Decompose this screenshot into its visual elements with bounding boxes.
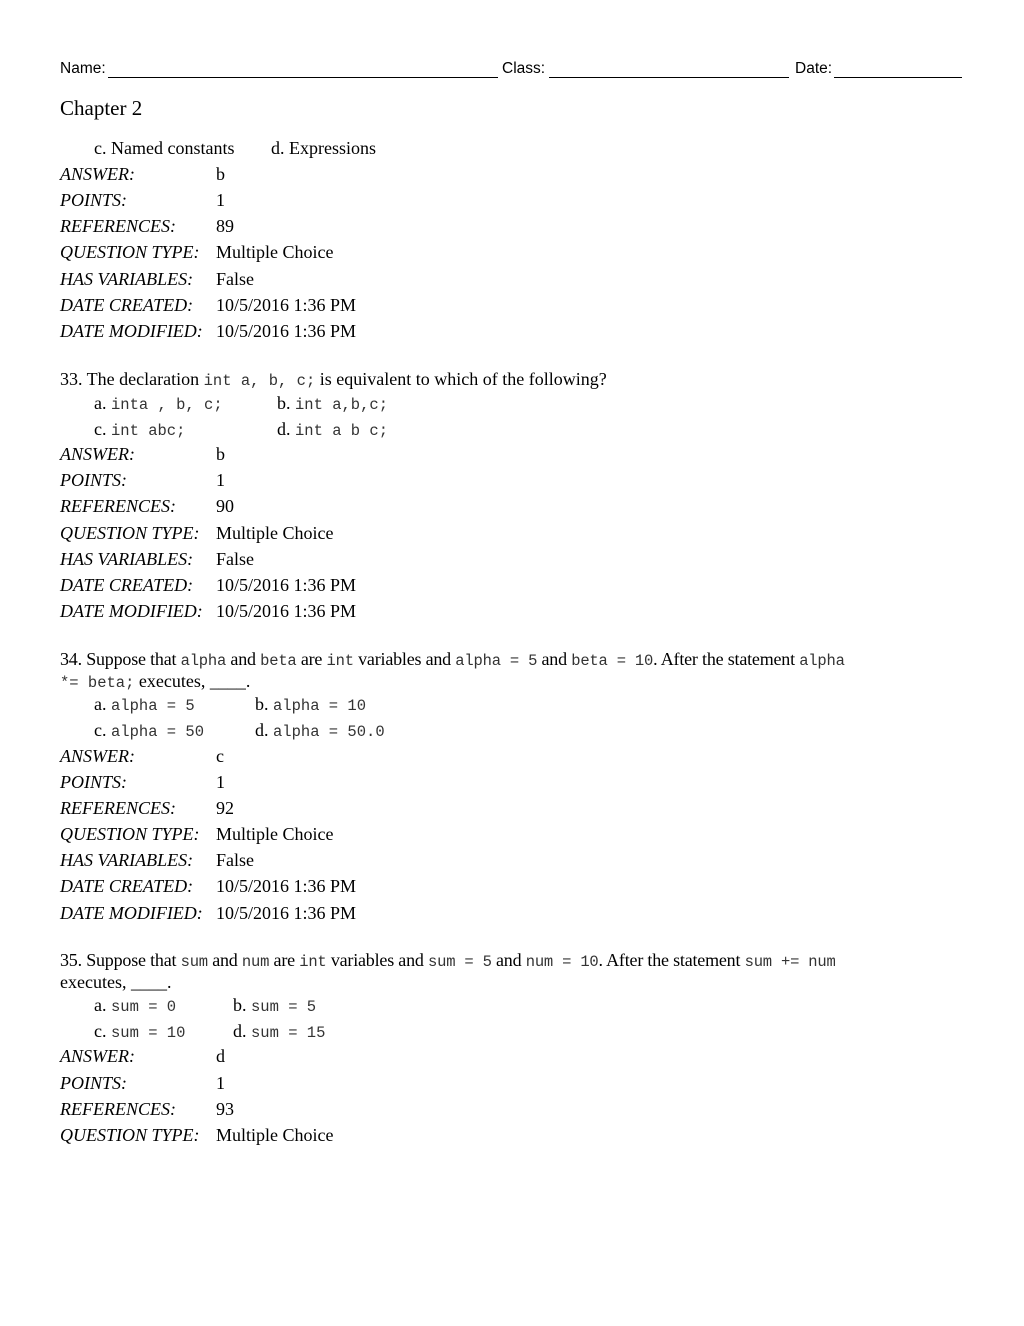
references-label: REFERENCES:: [60, 1099, 176, 1119]
question-type-value: Multiple Choice: [216, 1125, 334, 1145]
name-label: Name:: [60, 60, 106, 77]
date-modified-label: DATE MODIFIED:: [60, 321, 203, 341]
date-created-value: 10/5/2016 1:36 PM: [216, 295, 357, 315]
question-33-text: [60, 369, 607, 390]
date-modified-label: DATE MODIFIED:: [60, 601, 203, 621]
q33-option-a: a. inta , b, c;: [94, 393, 223, 414]
q33-option-c: c. int abc;: [94, 419, 186, 440]
answer-value: b: [216, 164, 225, 184]
q35-option-d: d. sum = 15: [233, 1021, 326, 1042]
class-label: Class:: [502, 60, 546, 77]
date-label: Date:: [795, 60, 833, 77]
question-type-value: Multiple Choice: [216, 824, 334, 844]
has-variables-label: HAS VARIABLES:: [60, 269, 194, 289]
q34-option-a: a. alpha = 5: [94, 694, 195, 715]
q35-option-c: c. sum = 10: [94, 1021, 186, 1042]
question-35-text: 35. Suppose that sum and num are int variables and sum = 5 and num = 10. After the statement sum += num: [60, 950, 836, 971]
date-created-label: DATE CREATED:: [60, 295, 194, 315]
chapter-title: Chapter 2: [60, 96, 143, 120]
points-label: POINTS:: [60, 1073, 127, 1093]
points-label: POINTS:: [60, 470, 127, 490]
date-created-value: 10/5/2016 1:36 PM: [216, 575, 357, 595]
answer-value: b: [216, 444, 225, 464]
date-modified-value: 10/5/2016 1:36 PM: [216, 601, 357, 621]
question-35-text-cont: executes, ____.: [60, 972, 172, 992]
date-modified-value: 10/5/2016 1:36 PM: [216, 321, 357, 341]
answer-value: c: [216, 746, 224, 766]
references-label: REFERENCES:: [60, 216, 176, 236]
points-value: 1: [216, 470, 225, 490]
date-modified-label: DATE MODIFIED:: [60, 903, 203, 923]
question-type-value: Multiple Choice: [216, 242, 334, 262]
header: [60, 58, 964, 82]
answer-value: d: [216, 1046, 225, 1066]
references-label: REFERENCES:: [60, 496, 176, 516]
points-value: 1: [216, 1073, 225, 1093]
question-type-label: QUESTION TYPE:: [60, 242, 200, 262]
has-variables-value: False: [216, 269, 254, 289]
references-value: 90: [216, 496, 234, 516]
question-33-intro: 33. The declaration: [60, 369, 204, 389]
has-variables-label: HAS VARIABLES:: [60, 549, 194, 569]
points-label: POINTS:: [60, 190, 127, 210]
q33-option-d: d. int a b c;: [277, 419, 389, 440]
question-33-code: int a, b, c;: [203, 372, 316, 390]
q35-option-b: b. sum = 5: [233, 995, 317, 1016]
date-created-label: DATE CREATED:: [60, 876, 194, 896]
points-value: 1: [216, 190, 225, 210]
has-variables-value: False: [216, 850, 254, 870]
references-value: 89: [216, 216, 234, 236]
option-c: c. Named constants: [94, 138, 235, 158]
option-d: d. Expressions: [271, 138, 376, 158]
question-34-text: 34. Suppose that alpha and beta are int variables and alpha = 5 and beta = 10. After the statement alpha: [60, 649, 845, 670]
question-type-value: Multiple Choice: [216, 523, 334, 543]
question-34-text-cont: *= beta; executes, ____.: [60, 671, 251, 692]
question-type-label: QUESTION TYPE:: [60, 824, 200, 844]
name-line: [108, 77, 498, 78]
has-variables-value: False: [216, 549, 254, 569]
answer-label: ANSWER:: [60, 746, 135, 766]
answer-label: ANSWER:: [60, 1046, 135, 1066]
q33-option-b: b. int a,b,c;: [277, 393, 389, 414]
points-label: POINTS:: [60, 772, 127, 792]
date-modified-value: 10/5/2016 1:36 PM: [216, 903, 357, 923]
q34-option-b: b. alpha = 10: [255, 694, 367, 715]
date-line: [834, 77, 962, 78]
question-type-label: QUESTION TYPE:: [60, 523, 200, 543]
answer-label: ANSWER:: [60, 164, 135, 184]
references-value: 92: [216, 798, 234, 818]
q34-option-d: d. alpha = 50.0: [255, 720, 385, 741]
class-line: [549, 77, 789, 78]
references-label: REFERENCES:: [60, 798, 176, 818]
question-33-rest: is equivalent to which of the following?: [315, 369, 607, 389]
has-variables-label: HAS VARIABLES:: [60, 850, 194, 870]
date-created-value: 10/5/2016 1:36 PM: [216, 876, 357, 896]
date-created-label: DATE CREATED:: [60, 575, 194, 595]
references-value: 93: [216, 1099, 234, 1119]
points-value: 1: [216, 772, 225, 792]
question-type-label: QUESTION TYPE:: [60, 1125, 200, 1145]
answer-label: ANSWER:: [60, 444, 135, 464]
q35-option-a: a. sum = 0: [94, 995, 177, 1016]
q34-option-c: c. alpha = 50: [94, 720, 205, 741]
